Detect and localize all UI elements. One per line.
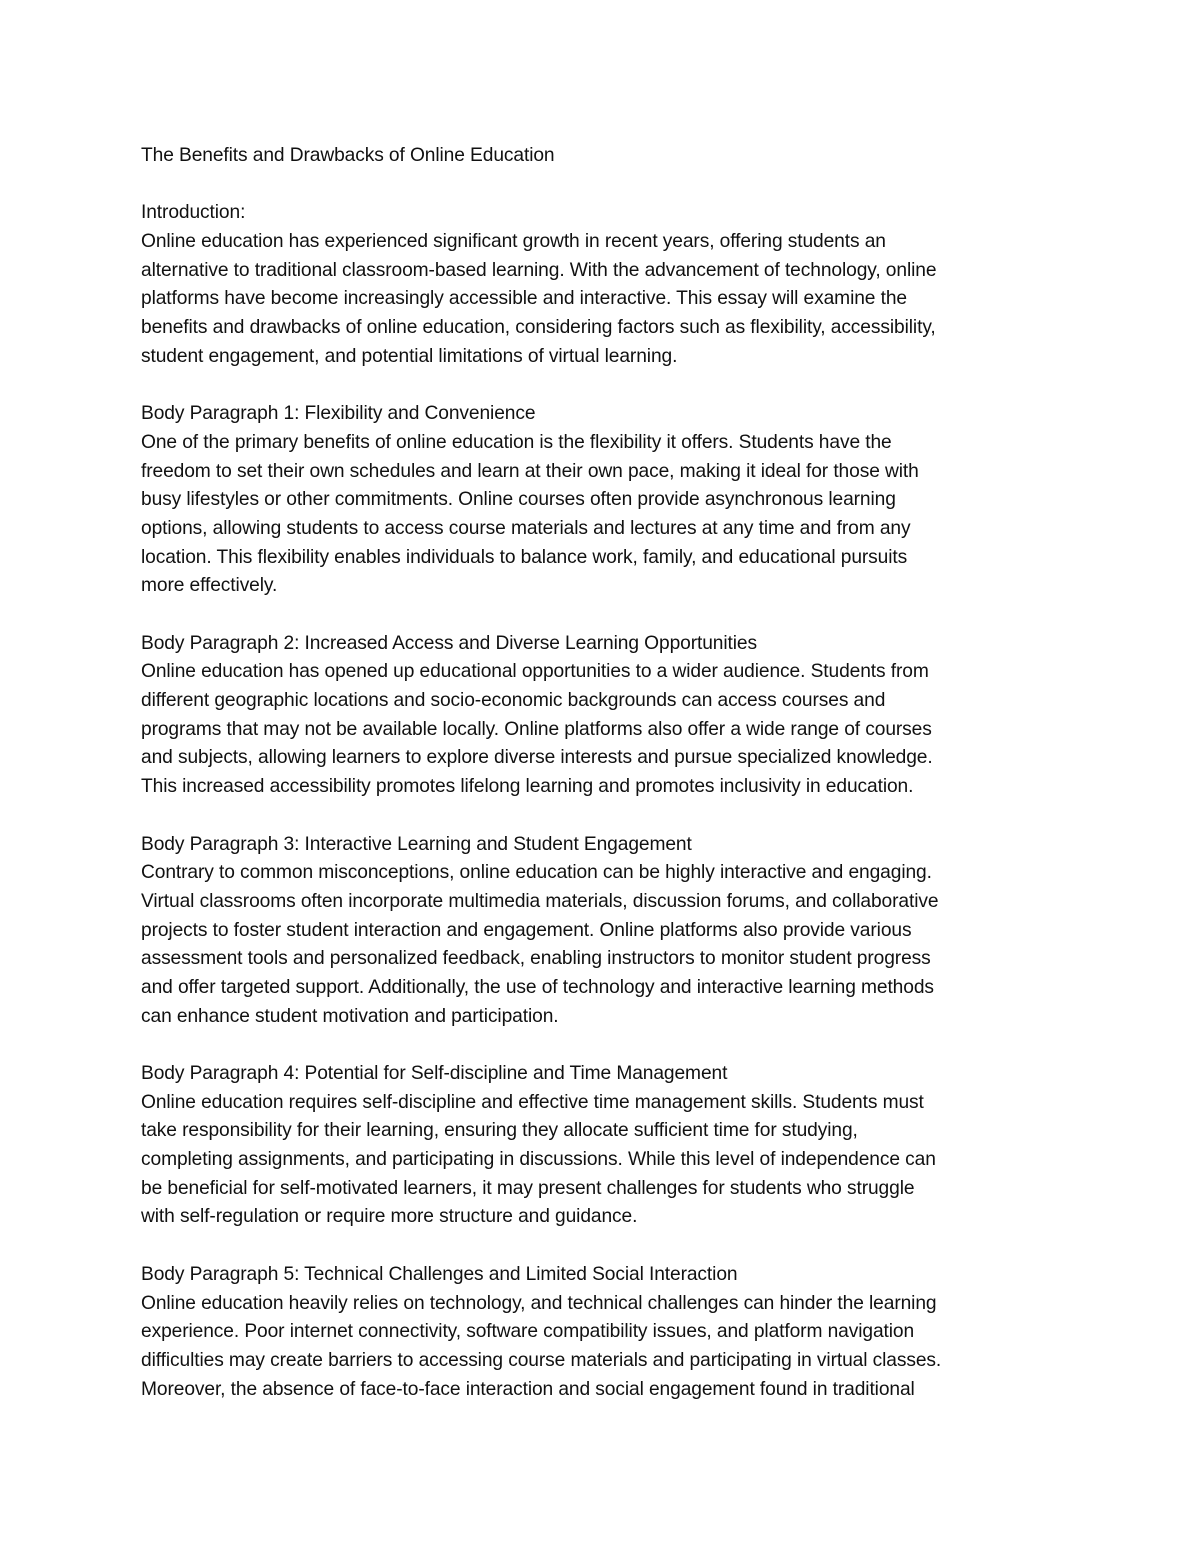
paragraph-line: Moreover, the absence of face-to-face interaction and social engagement found in traditional: [141, 1378, 915, 1400]
paragraph-line: Online education requires self-discipline and effective time management skills. Students must: [141, 1091, 924, 1113]
document-title: The Benefits and Drawbacks of Online Education: [141, 145, 555, 166]
section-heading: Body Paragraph 3: Interactive Learning and Student Engagement: [141, 833, 692, 855]
paragraph-line: with self-regulation or require more structure and guidance.: [141, 1206, 638, 1228]
document-body: [141, 142, 1081, 1404]
paragraph-line: Online education has opened up educational opportunities to a wider audience. Students from: [141, 661, 929, 683]
section-body-paragraph-1: [141, 400, 1081, 601]
section-body-paragraph-2: [141, 630, 1081, 802]
section-introduction: [141, 199, 1081, 371]
paragraph-line: more effectively.: [141, 575, 278, 597]
paragraph-line: This increased accessibility promotes lifelong learning and promotes inclusivity in education.: [141, 776, 914, 798]
section-heading: Introduction:: [141, 202, 246, 224]
paragraph-line: student engagement, and potential limitations of virtual learning.: [141, 345, 678, 367]
paragraph-line: projects to foster student interaction and engagement. Online platforms also provide various: [141, 919, 912, 941]
paragraph-line: completing assignments, and participating in discussions. While this level of independence can: [141, 1149, 936, 1171]
paragraph-line: experience. Poor internet connectivity, software compatibility issues, and platform navigation: [141, 1321, 915, 1343]
paragraph-line: take responsibility for their learning, ensuring they allocate sufficient time for studying,: [141, 1120, 858, 1142]
paragraph-line: programs that may not be available locally. Online platforms also offer a wide range of courses: [141, 718, 932, 740]
section-heading: Body Paragraph 4: Potential for Self-discipline and Time Management: [141, 1063, 728, 1084]
paragraph-line: and offer targeted support. Additionally, the use of technology and interactive learning methods: [141, 976, 934, 998]
paragraph-line: different geographic locations and socio-economic backgrounds can access courses and: [141, 690, 886, 712]
paragraph-line: and subjects, allowing learners to explore diverse interests and pursue specialized knowledge.: [141, 747, 933, 769]
paragraph-line: be beneficial for self-motivated learners, it may present challenges for students who struggle: [141, 1177, 915, 1199]
section-heading: Body Paragraph 1: Flexibility and Convenience: [141, 403, 536, 425]
paragraph-line: Contrary to common misconceptions, online education can be highly interactive and engaging.: [141, 862, 932, 884]
section-body-paragraph-4: [141, 1060, 1081, 1232]
paragraph-line: options, allowing students to access course materials and lectures at any time and from any: [141, 517, 911, 539]
paragraph-line: alternative to traditional classroom-based learning. With the advancement of technology, online: [141, 259, 937, 281]
paragraph-line: Online education has experienced significant growth in recent years, offering students an: [141, 231, 886, 253]
paragraph-line: location. This flexibility enables individuals to balance work, family, and educational pursuits: [141, 546, 908, 568]
paragraph-line: One of the primary benefits of online education is the flexibility it offers. Students have the: [141, 431, 892, 453]
paragraph-line: can enhance student motivation and participation.: [141, 1005, 559, 1027]
paragraph-line: platforms have become increasingly accessible and interactive. This essay will examine the: [141, 288, 907, 310]
paragraph-line: Virtual classrooms often incorporate multimedia materials, discussion forums, and collaborative: [141, 890, 939, 912]
paragraph-line: difficulties may create barriers to accessing course materials and participating in virtual classes.: [141, 1349, 942, 1371]
section-heading: Body Paragraph 2: Increased Access and Diverse Learning Opportunities: [141, 632, 757, 654]
paragraph-line: Online education heavily relies on technology, and technical challenges can hinder the learning: [141, 1292, 937, 1314]
section-heading: Body Paragraph 5: Technical Challenges and Limited Social Interaction: [141, 1263, 738, 1285]
paragraph-line: benefits and drawbacks of online education, considering factors such as flexibility, accessibility,: [141, 317, 936, 339]
section-body-paragraph-5: [141, 1261, 1081, 1404]
paragraph-line: freedom to set their own schedules and learn at their own pace, making it ideal for those with: [141, 460, 919, 482]
section-body-paragraph-3: [141, 831, 1081, 1032]
paragraph-line: busy lifestyles or other commitments. Online courses often provide asynchronous learning: [141, 489, 896, 511]
paragraph-line: assessment tools and personalized feedback, enabling instructors to monitor student progress: [141, 948, 931, 970]
